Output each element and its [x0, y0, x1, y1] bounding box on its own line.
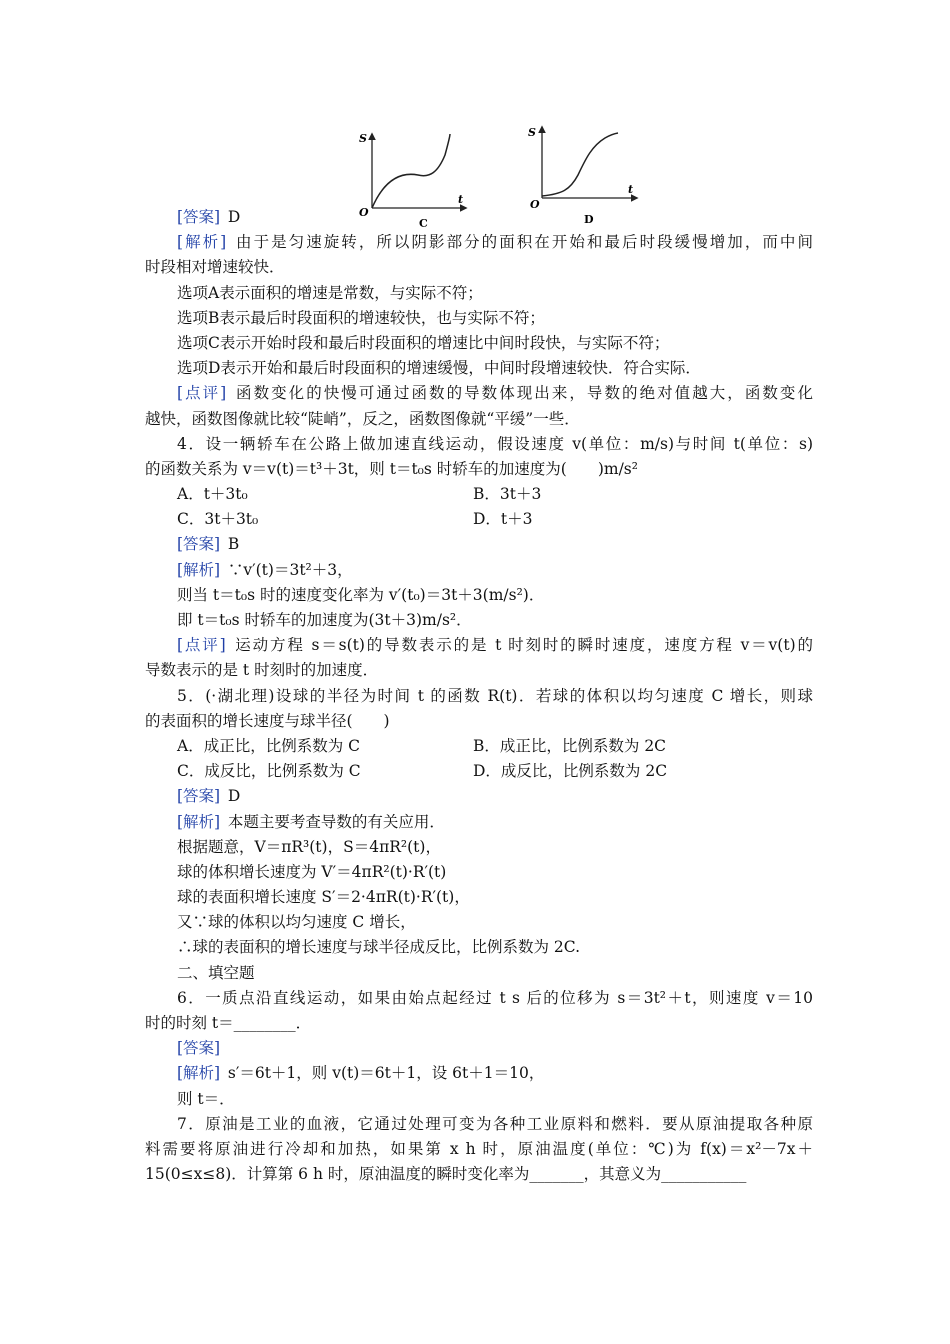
text-line — [145, 986, 813, 1011]
text-line — [145, 961, 813, 986]
choice-option: B．3t＋3 — [473, 485, 542, 504]
graph-c-y-label: S — [359, 132, 367, 145]
line-text: 本题主要考查导数的有关应用． — [227, 812, 445, 831]
text-line — [145, 457, 813, 482]
section-tag: [答案] — [177, 535, 221, 554]
text-line — [145, 255, 813, 280]
line-text: 4．设一辆轿车在公路上做加速直线运动，假设速度 v(单位：m/s)与时间 t(单位：s) — [177, 434, 813, 453]
section-tag: [点评] — [177, 636, 226, 655]
graph-d-y-label: S — [528, 126, 536, 139]
text-line — [145, 1112, 813, 1137]
line-text: 导数表示的是 t 时刻时的加速度． — [145, 661, 379, 680]
line-text: 15(0≤x≤8)．计算第 6 h 时，原油温度的瞬时变化率为_______，其意义为___________ — [145, 1165, 747, 1184]
text-line — [145, 860, 813, 885]
choice-option: C．3t＋3t₀ — [177, 510, 259, 529]
section-tag: [答案] — [177, 208, 221, 226]
line-text: 时段相对增速较快． — [145, 258, 285, 277]
text-line — [145, 281, 813, 306]
text-line — [145, 230, 813, 255]
line-text: 球的表面积增长速度 S′＝2·4πR(t)·R′(t)， — [177, 888, 470, 907]
section-tag: [解析] — [177, 812, 221, 831]
graph-c-x-label: t — [458, 193, 464, 206]
line-text: 由于是匀速旋转，所以阴影部分的面积在开始和最后时段缓慢增加，而中间 — [233, 233, 813, 252]
text-line — [145, 1162, 813, 1187]
line-text: 运动方程 s＝s(t)的导数表示的是 t 时刻时的瞬时速度，速度方程 v＝v(t)的 — [233, 636, 813, 655]
text-line — [145, 910, 813, 935]
text-line — [145, 1061, 813, 1086]
section-tag: [解析] — [177, 233, 227, 252]
line-text: 6．一质点沿直线运动，如果由始点起经过 t s 后的位移为 s＝3t²＋t，则速度 v＝10 — [177, 988, 813, 1007]
graph-d-curve — [542, 133, 618, 196]
line-text: 则当 t＝t₀s 时的速度变化率为 v′(t₀)＝3t＋3(m/s²)． — [177, 585, 545, 604]
choice-option: A．t＋3t₀ — [177, 485, 248, 504]
line-text: s′＝6t＋1，则 v(t)＝6t＋1，设 6t＋1＝10， — [227, 1064, 545, 1083]
text-line — [145, 633, 813, 658]
line-text: ∵v′(t)＝3t²＋3， — [227, 560, 353, 579]
text-line — [145, 1011, 813, 1036]
graph-d-caption: D — [584, 213, 594, 226]
line-text: 7．原油是工业的血液，它通过处理可变为各种工业原料和燃料．要从原油提取各种原 — [177, 1114, 813, 1133]
section-tag: [解析] — [177, 1064, 221, 1083]
line-text: 越快，函数图像就比较“陡峭”，反之，函数图像就“平缓”一些． — [145, 409, 580, 428]
graph-c-caption: C — [419, 217, 428, 230]
text-line — [145, 885, 813, 910]
text-line — [145, 734, 813, 759]
line-text: 的表面积的增长速度与球半径( ) — [145, 711, 390, 730]
text-line — [145, 558, 813, 583]
text-line — [145, 759, 813, 784]
line-text: 又∵球的体积以均匀速度 C 增长， — [177, 913, 416, 932]
line-text: 选项A表示面积的增速是常数，与实际不符； — [177, 283, 483, 302]
line-text: 二、填空题 — [177, 963, 255, 982]
document-body — [145, 205, 813, 1187]
choice-option: C．成反比，比例系数为 C — [177, 762, 361, 781]
text-line — [145, 658, 813, 683]
text-line — [145, 407, 813, 432]
line-text: B — [227, 535, 240, 554]
choice-option: A．成正比，比例系数为 C — [177, 736, 360, 755]
section-tag: [答案] — [177, 787, 221, 806]
graph-d-x-label: t — [628, 183, 634, 196]
text-line — [145, 709, 813, 734]
text-line — [145, 810, 813, 835]
text-line — [145, 532, 813, 557]
text-line — [145, 835, 813, 860]
choice-option: D．成反比，比例系数为 2C — [473, 762, 668, 781]
line-text: 5．(·湖北理)设球的半径为时间 t 的函数 R(t)．若球的体积以均匀速度 C 增长，则球 — [177, 686, 813, 705]
line-text: 选项C表示开始时段和最后时段面积的增速比中间时段快，与实际不符； — [177, 333, 670, 352]
line-text: 则 t＝． — [177, 1089, 235, 1108]
choice-option: D．t＋3 — [473, 510, 533, 529]
line-text: 即 t＝t₀s 时轿车的加速度为(3t＋3)m/s²． — [177, 611, 472, 629]
text-line — [145, 935, 813, 960]
text-line — [145, 1087, 813, 1112]
text-line — [145, 331, 813, 356]
section-tag: [点评] — [177, 384, 227, 403]
text-line — [145, 205, 813, 230]
text-line — [145, 482, 813, 507]
line-text: 球的体积增长速度为 V′＝4πR²(t)·R′(t) — [177, 862, 447, 881]
choice-option: B．成正比，比例系数为 2C — [473, 736, 667, 755]
line-text: 料需要将原油进行冷却和加热，如果第 x h 时，原油温度(单位：℃)为 f(x)＝x²－7x＋ — [145, 1139, 813, 1158]
text-line — [145, 1036, 813, 1061]
section-tag: [解析] — [177, 560, 221, 579]
text-line — [145, 432, 813, 457]
graph-c-curve — [372, 134, 450, 208]
text-line — [145, 507, 813, 532]
text-line — [145, 583, 813, 608]
line-text: 的函数关系为 v＝v(t)＝t³＋3t，则 t＝t₀s 时轿车的加速度为( )m/s² — [145, 459, 638, 478]
line-text: 时的时刻 t＝________． — [145, 1014, 312, 1032]
line-text: 根据题意，V＝πR³(t)，S＝4πR²(t)， — [177, 837, 441, 856]
text-line — [145, 784, 813, 809]
section-tag: [答案] — [177, 1039, 221, 1058]
graph-d-origin-label: O — [530, 198, 540, 211]
line-text: D — [227, 208, 241, 226]
text-line — [145, 306, 813, 331]
line-text: 选项D表示开始和最后时段面积的增速缓慢，中间时段增速较快．符合实际． — [177, 359, 701, 378]
line-text: D — [227, 787, 241, 806]
text-line — [145, 381, 813, 406]
text-line — [145, 608, 813, 633]
text-line — [145, 1137, 813, 1162]
line-text: 函数变化的快慢可通过函数的导数体现出来，导数的绝对值越大，函数变化 — [233, 384, 813, 403]
graph-c-origin-label: O — [359, 206, 369, 219]
line-text: ∴球的表面积的增长速度与球半径成反比，比例系数为 2C. — [177, 938, 581, 957]
text-line — [145, 356, 813, 381]
text-line — [145, 684, 813, 709]
line-text: 选项B表示最后时段面积的增速较快，也与实际不符； — [177, 308, 545, 327]
